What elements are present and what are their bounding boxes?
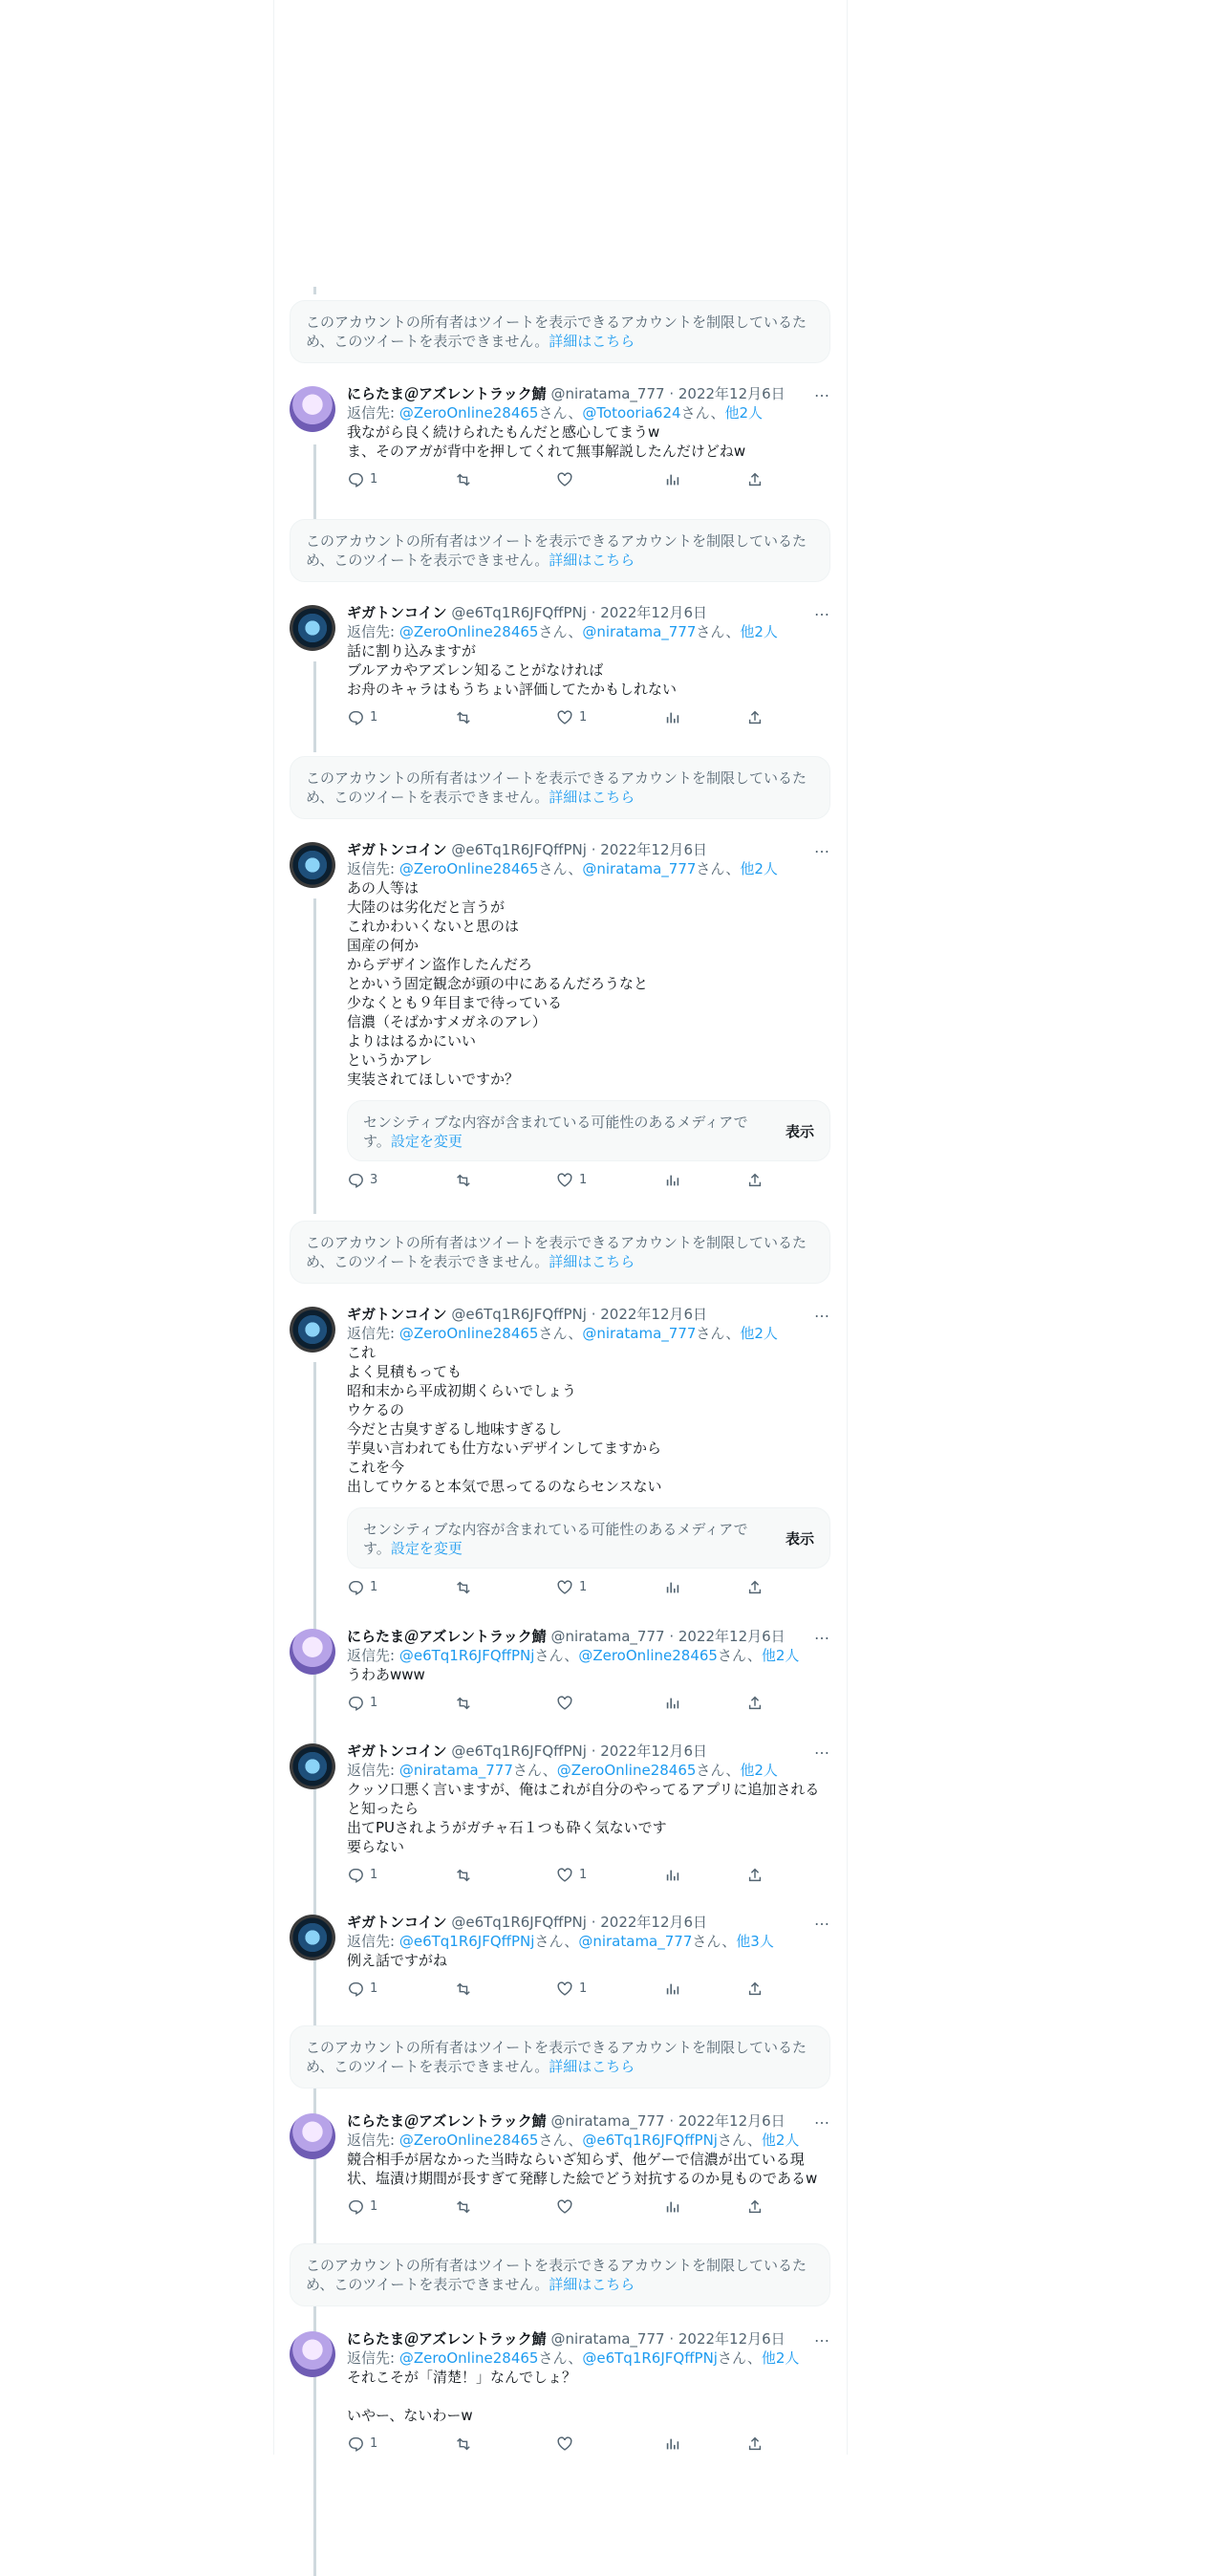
retweet-icon: [454, 1172, 471, 1189]
like-button[interactable]: [556, 2435, 579, 2454]
replies-count: 1: [370, 2199, 378, 2214]
restricted-tweet-notice: [290, 2025, 830, 2089]
avatar[interactable]: [290, 386, 335, 432]
reply-icon: [347, 1867, 364, 1884]
reply-button[interactable]: [347, 1171, 377, 1190]
views-icon: [664, 1579, 681, 1596]
reply-context: 返信先: @ZeroOnline28465さん、@niratama_777さん、他2人: [347, 1325, 778, 1342]
reply-button[interactable]: [347, 1866, 377, 1885]
action-bar: [347, 708, 830, 727]
reply-button[interactable]: [347, 708, 377, 727]
handle[interactable]: @e6Tq1R6JFQffPNj: [451, 1743, 587, 1760]
views-button[interactable]: [664, 1694, 681, 1713]
like-icon: [556, 1867, 573, 1884]
tweet-text: 我ながら良く続けられたもんだと感心してまうw ま、そのアガが背中を押してくれて無事解説したんだけどねw: [347, 423, 746, 460]
show-media-button[interactable]: 表示: [785, 1123, 814, 1140]
tweet-text: 競合相手が居なかった当時ならいざ知らず、他ゲーで信濃が出ている現状、塩漬け期間が長すぎて発酵した絵でどう対抗するのか見ものであるw: [347, 2151, 818, 2187]
tweet-text: それこそが「清楚！」なんでしょ？ いやー、ないわーw: [347, 2369, 577, 2424]
display-name[interactable]: にらたま＠アズレントラック鯖: [347, 2330, 547, 2348]
replies-count: 1: [370, 1868, 378, 1882]
retweet-button[interactable]: [454, 470, 477, 489]
like-button[interactable]: [556, 1866, 587, 1885]
retweet-button[interactable]: [454, 1866, 477, 1885]
retweet-icon: [454, 2198, 471, 2216]
views-button[interactable]: [664, 1578, 681, 1597]
mention-link[interactable]: @niratama_777: [582, 1325, 697, 1342]
thread-line: [313, 1362, 316, 2576]
notice-text: このアカウントの所有者はツイートを表示できるアカウントを制限しているため、このツイートを表示できません。: [306, 532, 807, 569]
like-icon: [556, 2198, 573, 2216]
share-button[interactable]: [746, 1866, 764, 1885]
more-options-icon[interactable]: …: [814, 1625, 830, 1643]
mention-link[interactable]: @ZeroOnline28465: [398, 623, 539, 640]
timestamp[interactable]: 2022年12月6日: [600, 604, 708, 621]
mention-link[interactable]: @niratama_777: [582, 623, 697, 640]
mention-link[interactable]: @ZeroOnline28465: [398, 404, 539, 422]
handle[interactable]: @niratama_777: [550, 385, 665, 402]
action-bar: [347, 1866, 830, 1885]
handle[interactable]: @e6Tq1R6JFQffPNj: [451, 604, 587, 621]
others-link[interactable]: 他2人: [761, 2349, 800, 2367]
like-button[interactable]: [556, 470, 579, 489]
more-options-icon[interactable]: …: [814, 1911, 830, 1929]
display-name[interactable]: ギガトンコイン: [347, 841, 447, 858]
tweet-text: うわあwww: [347, 1666, 425, 1683]
share-button[interactable]: [746, 1171, 764, 1190]
share-button[interactable]: [746, 1578, 764, 1597]
mention-link[interactable]: @ZeroOnline28465: [578, 1647, 718, 1664]
display-name[interactable]: にらたま＠アズレントラック鯖: [347, 385, 547, 402]
mention-link[interactable]: @e6Tq1R6JFQffPNj: [398, 1647, 535, 1664]
reply-button[interactable]: [347, 1980, 377, 1999]
avatar[interactable]: [290, 1915, 335, 1960]
display-name[interactable]: ギガトンコイン: [347, 1914, 447, 1931]
reply-context: 返信先: @ZeroOnline28465さん、@niratama_777さん、他2人: [347, 860, 778, 877]
like-icon: [556, 471, 573, 488]
views-icon: [664, 709, 681, 726]
share-icon: [746, 1695, 764, 1712]
share-button[interactable]: [746, 708, 764, 727]
restricted-tweet-notice: [290, 519, 830, 582]
restricted-tweet-notice: [290, 2243, 830, 2306]
others-link[interactable]: 他3人: [736, 1933, 774, 1950]
thread-line: [313, 661, 316, 752]
likes-count: 1: [579, 1981, 588, 1996]
retweet-icon: [454, 1579, 471, 1596]
views-icon: [664, 1695, 681, 1712]
share-icon: [746, 709, 764, 726]
reply-icon: [347, 1579, 364, 1596]
avatar[interactable]: [290, 2113, 335, 2159]
change-settings-link[interactable]: 設定を変更: [390, 1540, 463, 1557]
reply-icon: [347, 2198, 364, 2216]
share-icon: [746, 1172, 764, 1189]
retweet-button[interactable]: [454, 2435, 477, 2454]
avatar[interactable]: [290, 1629, 335, 1675]
others-link[interactable]: 他2人: [761, 1647, 800, 1664]
views-button[interactable]: [664, 2435, 681, 2454]
reply-context: 返信先: @ZeroOnline28465さん、@e6Tq1R6JFQffPNjさん、他2人: [347, 2132, 800, 2149]
others-link[interactable]: 他2人: [761, 2132, 800, 2149]
retweet-button[interactable]: [454, 708, 477, 727]
reply-icon: [347, 471, 364, 488]
reply-icon: [347, 709, 364, 726]
retweet-button[interactable]: [454, 1694, 477, 1713]
views-button[interactable]: [664, 470, 681, 489]
thread-line: [313, 287, 316, 294]
action-bar: [347, 1171, 830, 1190]
display-name[interactable]: ギガトンコイン: [347, 604, 447, 621]
retweet-button[interactable]: [454, 1980, 477, 1999]
sensitive-media-warning: センシティブな内容が含まれている可能性のあるメディアです。設定を変更 表示: [347, 1507, 830, 1569]
like-button[interactable]: [556, 1694, 579, 1713]
replies-count: 3: [370, 1173, 378, 1187]
retweet-icon: [454, 2435, 471, 2453]
mention-link[interactable]: @e6Tq1R6JFQffPNj: [582, 2132, 718, 2149]
tweet-text: 話に割り込みますが ブルアカやアズレン知ることがなければ お舟のキャラはもうちょい評価してたかもしれない: [347, 642, 678, 698]
learn-more-link[interactable]: 詳細はこちら: [549, 2058, 635, 2075]
display-name[interactable]: ギガトンコイン: [347, 1743, 447, 1760]
views-button[interactable]: [664, 1866, 681, 1885]
handle[interactable]: @niratama_777: [550, 1628, 665, 1645]
avatar[interactable]: [290, 605, 335, 651]
like-button[interactable]: [556, 708, 587, 727]
retweet-icon: [454, 1981, 471, 1998]
like-button[interactable]: [556, 1171, 587, 1190]
share-icon: [746, 471, 764, 488]
retweet-button[interactable]: [454, 2197, 477, 2217]
like-button[interactable]: [556, 1578, 587, 1597]
timestamp[interactable]: 2022年12月6日: [600, 1306, 708, 1323]
reply-button[interactable]: [347, 1694, 377, 1713]
action-bar: [347, 2197, 830, 2217]
mention-link[interactable]: @e6Tq1R6JFQffPNj: [582, 2349, 718, 2367]
likes-count: 1: [579, 1580, 588, 1594]
tweet-text: これ よく見積もっても 昭和末から平成初期くらいでしょう ウケるの 今だと古臭すぎるし地味すぎるし 芋臭い言われても仕方ないデザインしてますから これを今 出してウケると本気で思ってるのならセンスない: [347, 1344, 662, 1495]
views-button[interactable]: [664, 1171, 681, 1190]
mention-link[interactable]: @ZeroOnline28465: [398, 2132, 539, 2149]
more-options-icon[interactable]: …: [814, 2327, 830, 2346]
like-icon: [556, 2435, 573, 2453]
tweet-text: あの人等は 大陸のは劣化だと言うが これかわいくないと思のは 国産の何か からデザイン盗作したんだろ とかいう固定観念が頭の中にあるんだろうなと 少なくとも９年目まで待っている 信濃（そばかすメガネのアレ） よりははるかにいい というかアレ 実装されてほしいですか？: [347, 879, 649, 1088]
avatar[interactable]: [290, 2331, 335, 2377]
reply-button[interactable]: [347, 470, 377, 489]
reply-button[interactable]: [347, 1578, 377, 1597]
views-icon: [664, 471, 681, 488]
mention-link[interactable]: @e6Tq1R6JFQffPNj: [398, 1933, 535, 1950]
like-icon: [556, 1579, 573, 1596]
reply-icon: [347, 1981, 364, 1998]
like-button[interactable]: [556, 1980, 587, 1999]
reply-context: 返信先: @e6Tq1R6JFQffPNjさん、@niratama_777さん、他3人: [347, 1933, 774, 1950]
replies-count: 1: [370, 1580, 378, 1594]
like-icon: [556, 1172, 573, 1189]
reply-button[interactable]: [347, 2435, 377, 2454]
display-name[interactable]: にらたま＠アズレントラック鯖: [347, 2112, 547, 2130]
show-media-button[interactable]: 表示: [785, 1530, 814, 1548]
restricted-tweet-notice: [290, 300, 830, 363]
timestamp[interactable]: 2022年12月6日: [600, 1914, 708, 1931]
more-options-icon[interactable]: …: [814, 838, 830, 856]
like-button[interactable]: [556, 2197, 579, 2217]
reply-context: 返信先: @ZeroOnline28465さん、@Totooria624さん、他2人: [347, 404, 764, 422]
share-icon: [746, 1867, 764, 1884]
timestamp[interactable]: 2022年12月6日: [600, 1743, 708, 1760]
learn-more-link[interactable]: 詳細はこちら: [549, 789, 635, 806]
like-icon: [556, 1981, 573, 1998]
reply-icon: [347, 1695, 364, 1712]
reply-context: 返信先: @e6Tq1R6JFQffPNjさん、@ZeroOnline28465さん、他2人: [347, 1647, 800, 1664]
mention-link[interactable]: @niratama_777: [398, 1762, 513, 1779]
retweet-icon: [454, 1867, 471, 1884]
retweet-button[interactable]: [454, 1171, 477, 1190]
tweet-text: クッソ口悪く言いますが、俺はこれが自分のやってるアプリに追加されると知ったら 出てPUされようがガチャ石１つも砕く気ないです 要らない: [347, 1781, 820, 1855]
display-name[interactable]: ギガトンコイン: [347, 1306, 447, 1323]
handle[interactable]: @niratama_777: [550, 2112, 665, 2130]
notice-text: このアカウントの所有者はツイートを表示できるアカウントを制限しているため、このツイートを表示できません。: [306, 769, 807, 806]
action-bar: [347, 2435, 830, 2454]
reply-context: 返信先: @ZeroOnline28465さん、@niratama_777さん、他2人: [347, 623, 778, 640]
reply-icon: [347, 2435, 364, 2453]
avatar[interactable]: [290, 1743, 335, 1789]
retweet-icon: [454, 709, 471, 726]
reply-icon: [347, 1172, 364, 1189]
replies-count: 1: [370, 1696, 378, 1710]
learn-more-link[interactable]: 詳細はこちら: [549, 333, 635, 350]
learn-more-link[interactable]: 詳細はこちら: [549, 2276, 635, 2293]
handle[interactable]: @e6Tq1R6JFQffPNj: [451, 1306, 587, 1323]
mention-link[interactable]: @ZeroOnline28465: [398, 860, 539, 877]
views-icon: [664, 1867, 681, 1884]
share-icon: [746, 2198, 764, 2216]
likes-count: 1: [579, 1173, 588, 1187]
action-bar: [347, 1694, 830, 1713]
more-options-icon[interactable]: …: [814, 382, 830, 400]
more-options-icon[interactable]: …: [814, 1740, 830, 1758]
share-button[interactable]: [746, 2435, 764, 2454]
retweet-icon: [454, 471, 471, 488]
sensitive-media-warning: センシティブな内容が含まれている可能性のあるメディアです。設定を変更 表示: [347, 1100, 830, 1161]
replies-count: 1: [370, 472, 378, 487]
avatar[interactable]: [290, 842, 335, 888]
reply-button[interactable]: [347, 2197, 377, 2217]
others-link[interactable]: 他2人: [724, 404, 764, 422]
handle[interactable]: @e6Tq1R6JFQffPNj: [451, 841, 587, 858]
mention-link[interactable]: @ZeroOnline28465: [398, 1325, 539, 1342]
share-icon: [746, 1981, 764, 1998]
notice-text: このアカウントの所有者はツイートを表示できるアカウントを制限しているため、このツイートを表示できません。: [306, 2039, 807, 2075]
timestamp[interactable]: 2022年12月6日: [678, 385, 786, 402]
others-link[interactable]: 他2人: [740, 860, 778, 877]
likes-count: 1: [579, 1868, 588, 1882]
reply-context: 返信先: @ZeroOnline28465さん、@e6Tq1R6JFQffPNjさん、他2人: [347, 2349, 800, 2367]
mention-link[interactable]: @niratama_777: [578, 1933, 693, 1950]
views-button[interactable]: [664, 708, 681, 727]
action-bar: [347, 1578, 830, 1597]
action-bar: [347, 1980, 830, 1999]
views-icon: [664, 2198, 681, 2216]
timeline-column: このアカウントの所有者はツイートを表示できるアカウントを制限しているため、このツイートを表示できません。詳細はこちら このアカウントの所有者はツイートを表示できるアカウントを制限しているため、このツイートを表示できません。詳細はこちら このアカウントの所有者はツイートを表示できるアカウントを制限しているため、このツイートを表示できません。詳細はこちら このアカウントの所有者はツイートを表示できるアカウントを制限しているため、このツイートを表示できません。詳細はこちら このアカウントの所有者はツイートを表示できるアカウントを制限しているため、このツイートを表示できません。詳細はこちら このアカウントの所有者はツイートを表示できるアカウントを制限しているため、このツイートを表示できません。詳細はこちら にらたま＠アズレントラック鯖 @niratama_777 · 2022年12月6日 … 返信先: @ZeroOnline28465さん、@Totooria624さん、他2人 我ながら良く続けられたもんだと感心してまうw ま、そのアガが背中を押してくれて無事解説したんだけどねw 1 ギガトンコイン @e6Tq1R6JFQffPNj · 2022年12月6日 … 返信先: @ZeroOnline28465さん、@niratama_777さん、他2人 話に割り込みますが ブルアカやアズレン知ることがなければ お舟のキャラはもうちょい評価してたかもしれない 1 1 ギガトンコイン @e6Tq1R6JFQffPNj · 2022年12月6日 … 返信先: @ZeroOnline28465さん、@niratama_777さん、他2人 あの人等は 大陸のは劣化だと言うが これかわいくないと思のは 国産の何か からデザイン盗作したんだろ とかいう固定観念が頭の中にあるんだろうなと 少なくとも９年目まで待っている 信濃（そばかすメガネのアレ） よりははるかにいい というかアレ 実装されてほしいですか？ センシティブな内容が含まれている可能性のあるメディアです。設定を変更 表示 3 1 ギガトンコイン @e6Tq1R6JFQffPNj · 2022年12月6日 … 返信先: @ZeroOnline28465さん、@niratama_777さん、他2人 これ よく見積もっても 昭和末から平成初期くらいでしょう ウケるの 今だと古臭すぎるし地味すぎるし 芋臭い言われても仕方ないデザインしてますから これを今 出してウケると本気で思ってるのならセンスない センシティブな内容が含まれている可能性のあるメディアです。設定を変更 表示 1 1 にらたま＠アズレントラック鯖 @niratama_777 · 2022年12月6日 … 返信先: @e6Tq1R6JFQffPNjさん、@ZeroOnline28465さん、他2人 うわあwww 1 ギガトンコイン @e6Tq1R6JFQffPNj · 2022年12月6日 … 返信先: @niratama_777さん、@ZeroOnline28465さん、他2人 クッソ口悪く言いますが、俺はこれが自分のやってるアプリに追加されると知ったら 出てPUされようがガチャ石１つも砕く気ないです 要らない 1 1 ギガトンコイン @e6Tq1R6JFQffPNj · 2022年12月6日 … 返信先: @e6Tq1R6JFQffPNjさん、@niratama_777さん、他3人 例え話ですがね 1 1 にらたま＠アズレントラック鯖 @niratama_777 · 2022年12月6日 … 返信先: @ZeroOnline28465さん、@e6Tq1R6JFQffPNjさん、他2人 競合相手が居なかった当時ならいざ知らず、他ゲーで信濃が出ている現状、塩漬け期間が長すぎて発酵した絵でどう対抗するのか見ものであるw 1 にらたま＠アズレントラック鯖 @niratama_777 · 2022年12月6日 … 返信先: @ZeroOnline28465さん、@e6Tq1R6JFQffPNjさん、他2人 それこそが「清楚！」なんでしょ？ いやー、ないわーw 1: [273, 0, 848, 2455]
share-button[interactable]: [746, 1980, 764, 1999]
share-button[interactable]: [746, 470, 764, 489]
replies-count: 1: [370, 710, 378, 725]
mention-link[interactable]: @niratama_777: [582, 860, 697, 877]
action-bar: [347, 470, 830, 489]
views-icon: [664, 1981, 681, 1998]
views-icon: [664, 1172, 681, 1189]
share-icon: [746, 2435, 764, 2453]
others-link[interactable]: 他2人: [740, 1325, 778, 1342]
replies-count: 1: [370, 1981, 378, 1996]
views-icon: [664, 2435, 681, 2453]
reply-context: 返信先: @niratama_777さん、@ZeroOnline28465さん、他2人: [347, 1762, 778, 1779]
timestamp[interactable]: 2022年12月6日: [678, 2330, 786, 2348]
views-button[interactable]: [664, 2197, 681, 2217]
notice-text: このアカウントの所有者はツイートを表示できるアカウントを制限しているため、このツイートを表示できません。: [306, 1234, 807, 1270]
timestamp[interactable]: 2022年12月6日: [600, 841, 708, 858]
learn-more-link[interactable]: 詳細はこちら: [549, 1253, 635, 1270]
more-options-icon[interactable]: …: [814, 2110, 830, 2128]
change-settings-link[interactable]: 設定を変更: [390, 1133, 463, 1150]
share-button[interactable]: [746, 2197, 764, 2217]
replies-count: 1: [370, 2436, 378, 2451]
mention-link[interactable]: @ZeroOnline28465: [398, 2349, 539, 2367]
views-button[interactable]: [664, 1980, 681, 1999]
display-name[interactable]: にらたま＠アズレントラック鯖: [347, 1628, 547, 1645]
mention-link[interactable]: @ZeroOnline28465: [556, 1762, 697, 1779]
share-button[interactable]: [746, 1694, 764, 1713]
share-icon: [746, 1579, 764, 1596]
notice-text: このアカウントの所有者はツイートを表示できるアカウントを制限しているため、このツイートを表示できません。: [306, 2257, 807, 2293]
others-link[interactable]: 他2人: [740, 1762, 778, 1779]
timestamp[interactable]: 2022年12月6日: [678, 2112, 786, 2130]
mention-link[interactable]: @Totooria624: [582, 404, 681, 422]
like-icon: [556, 709, 573, 726]
more-options-icon[interactable]: …: [814, 1303, 830, 1321]
notice-text: このアカウントの所有者はツイートを表示できるアカウントを制限しているため、このツイートを表示できません。: [306, 314, 807, 350]
thread-line: [313, 444, 316, 523]
retweet-button[interactable]: [454, 1578, 477, 1597]
restricted-tweet-notice: [290, 1221, 830, 1284]
learn-more-link[interactable]: 詳細はこちら: [549, 552, 635, 569]
avatar[interactable]: [290, 1307, 335, 1353]
like-icon: [556, 1695, 573, 1712]
handle[interactable]: @niratama_777: [550, 2330, 665, 2348]
others-link[interactable]: 他2人: [740, 623, 778, 640]
more-options-icon[interactable]: …: [814, 601, 830, 619]
restricted-tweet-notice: [290, 756, 830, 819]
thread-line: [313, 898, 316, 1214]
retweet-icon: [454, 1695, 471, 1712]
likes-count: 1: [579, 710, 588, 725]
timestamp[interactable]: 2022年12月6日: [678, 1628, 786, 1645]
handle[interactable]: @e6Tq1R6JFQffPNj: [451, 1914, 587, 1931]
tweet-text: 例え話ですがね: [347, 1952, 448, 1969]
